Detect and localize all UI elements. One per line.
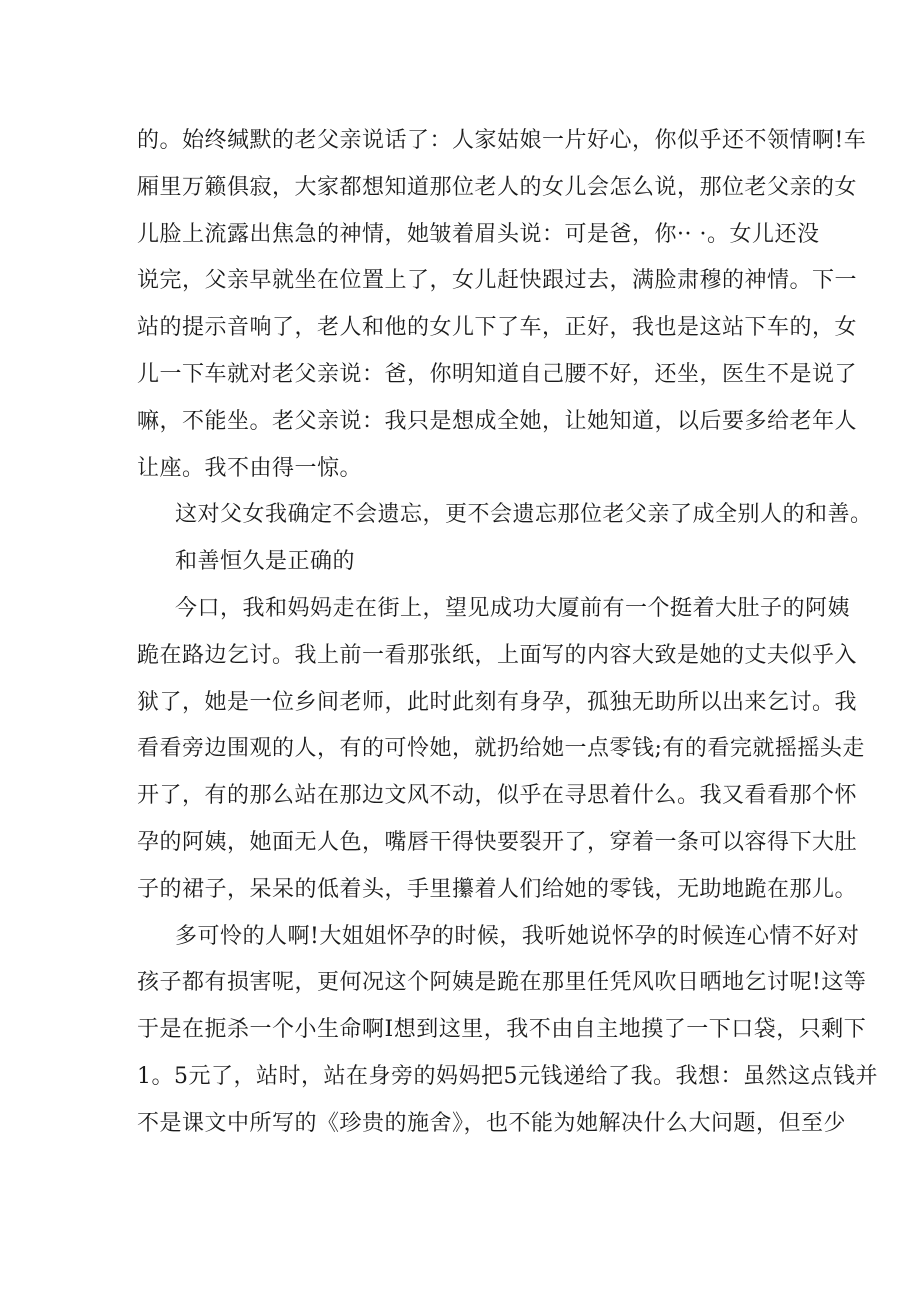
text-line: 儿一下车就对老父亲说：爸，你明知道自己腰不好，还坐，医生不是说了 — [137, 361, 858, 387]
text-line: 多可怜的人啊!大姐姐怀孕的时候，我听她说怀孕的时候连心情不好对 — [175, 923, 860, 949]
text-line: 于是在扼杀一个小生命啊I想到这里，我不由自主地摸了一下口袋，只剩下 — [137, 1017, 867, 1043]
body-text — [137, 118, 878, 1148]
text-line: 跪在路边乞讨。我上前一看那张纸，上面写的内容大致是她的丈夫似乎入 — [137, 642, 858, 668]
text-line: 让座。我不由得一惊。 — [137, 455, 363, 481]
text-line: 狱了，她是一位乡间老师，此时此刻有身孕，孤独无助所以出来乞讨。我 — [137, 689, 858, 715]
text-line: 不是课文中所写的《珍贵的施舍》，也不能为她解决什么大问题，但至少 — [137, 1110, 847, 1136]
text-line: 这对父女我确定不会遗忘，更不会遗忘那位老父亲了成全别人的和善。 — [175, 502, 873, 528]
text-line: 的。始终缄默的老父亲说话了：人家姑娘一片好心，你似乎还不领情啊!车 — [137, 128, 867, 153]
text-line: 孩子都有损害呢，更何况这个阿姨是跪在那里任凭风吹日晒地乞讨呢!这等 — [137, 970, 867, 996]
text-line: 看看旁边围观的人，有的可怜她，就扔给她一点零钱;有的看完就摇摇头走 — [137, 736, 865, 762]
text-line: 嘛，不能坐。老父亲说：我只是想成全她，让她知道，以后要多给老年人 — [137, 408, 858, 434]
text-line: 今口，我和妈妈走在街上，望见成功大厦前有一个挺着大肚子的阿姨 — [175, 595, 851, 621]
text-line: 孕的阿姨，她面无人色，嘴唇干得快要裂开了，穿着一条可以容得下大肚 — [137, 829, 858, 855]
text-line: 说完，父亲早就坐在位置上了，女儿赶快跟过去，满脸肃穆的神情。下一 — [137, 268, 858, 294]
text-line: 子的裙子，呆呆的低着头，手里攥着人们给她的零钱，无助地跪在那儿。 — [137, 876, 858, 902]
text-line: 儿脸上流露出焦急的神情，她皱着眉头说：可是爸，你·· ·。女儿还没 — [137, 221, 820, 247]
text-line: 厢里万籁俱寂，大家都想知道那位老人的女儿会怎么说，那位老父亲的女 — [137, 174, 858, 200]
text-line: 开了，有的那么站在那边文风不动，似乎在寻思着什么。我又看看那个怀 — [137, 783, 858, 809]
text-line: 站的提示音响了，老人和他的女儿下了车，正好，我也是这站下车的，女 — [137, 315, 858, 341]
text-line: 1。5元了，站时，站在身旁的妈妈把5元钱递给了我。我想：虽然这点钱并 — [137, 1063, 878, 1089]
text-line: 和善恒久是正确的 — [175, 549, 356, 575]
